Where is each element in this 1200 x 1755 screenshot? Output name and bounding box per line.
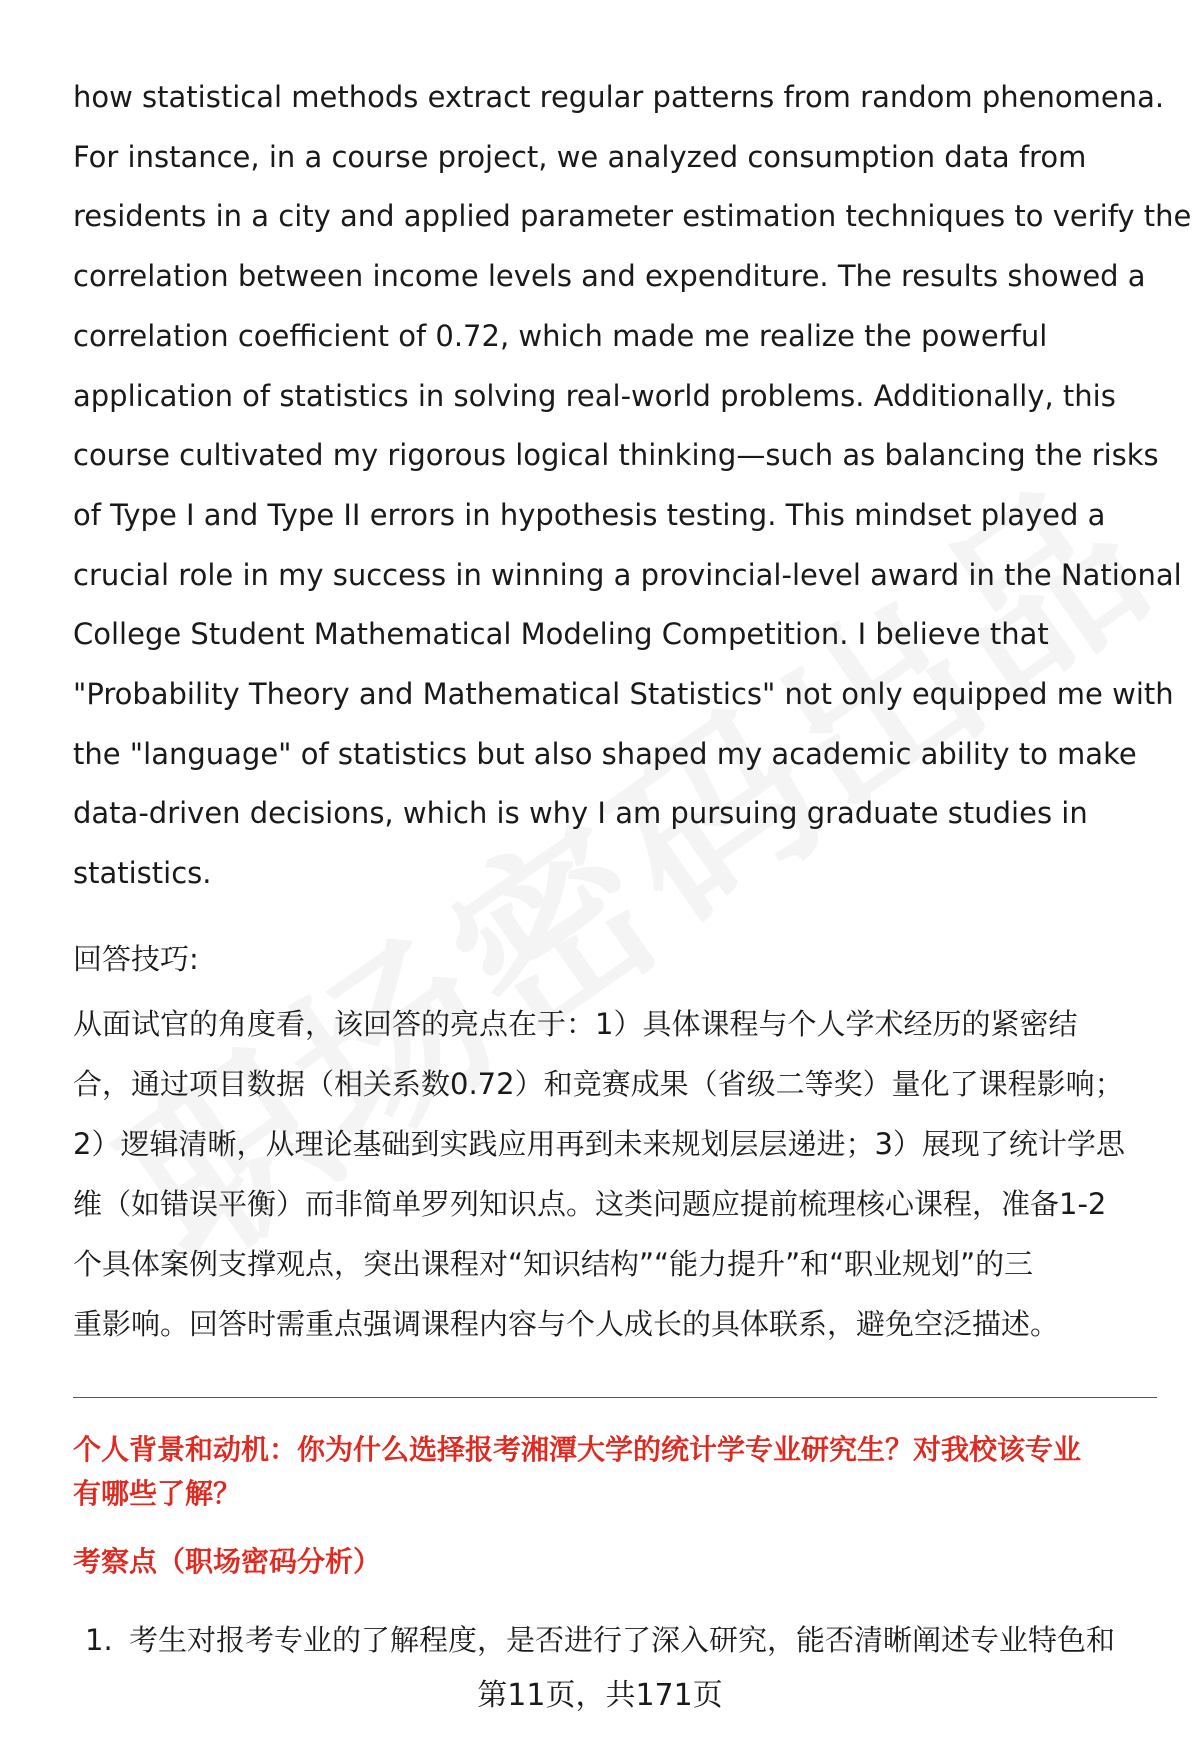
question-line: 个人背景和动机：你为什么选择报考湘潭大学的统计学专业研究生？对我校该专业 (73, 1433, 1082, 1466)
tips-label: 回答技巧: (73, 942, 199, 976)
paragraph-line: statistics. (73, 856, 212, 891)
tips-line: 2）逻辑清晰，从理论基础到实践应用再到未来规划层层递进；3）展现了统计学思 (73, 1127, 1125, 1161)
paragraph-line: "Probability Theory and Mathematical Statistics" not only equipped me with (73, 677, 1174, 712)
question-heading (73, 1428, 1163, 1516)
paragraph-line: of Type I and Type II errors in hypothesis testing. This mindset played a (73, 497, 1106, 532)
tips-line: 从面试官的角度看，该回答的亮点在于：1）具体课程与个人学术经历的紧密结 (73, 1007, 1078, 1041)
answer-paragraph (73, 68, 1192, 904)
paragraph-line: the "language" of statistics but also shaped my academic ability to make (73, 736, 1137, 771)
tips-line: 合，通过项目数据（相关系数0.72）和竞赛成果（省级二等奖）量化了课程影响； (73, 1067, 1124, 1101)
paragraph-line: course cultivated my rigorous logical thinking—such as balancing the risks (73, 438, 1159, 473)
paragraph-line: College Student Mathematical Modeling Competition. I believe that (73, 617, 1049, 652)
page-number: 第11页，共171页 (477, 1678, 723, 1713)
paragraph-line: how statistical methods extract regular patterns from random phenomena. (73, 80, 1165, 114)
paragraph-line: application of statistics in solving real-world problems. Additionally, this (73, 378, 1116, 413)
paragraph-line: data-driven decisions, which is why I am pursuing graduate studies in (73, 796, 1088, 831)
tips-line: 个具体案例支撑观点，突出课程对“知识结构”“能力提升”和“职业规划”的三 (73, 1247, 1034, 1281)
tips-paragraph (73, 994, 1163, 1354)
paragraph-line: For instance, in a course project, we analyzed consumption data from (73, 139, 1087, 174)
list-item (85, 1616, 1165, 1664)
section-heading: 考察点（职场密码分析） (73, 1545, 382, 1578)
list-item-text: 考生对报考专业的了解程度，是否进行了深入研究，能否清晰阐述专业特色和 (129, 1623, 1116, 1657)
paragraph-line: residents in a city and applied parameter estimation techniques to verify the (73, 199, 1192, 234)
tips-line: 维（如错误平衡）而非简单罗列知识点。这类问题应提前梳理核心课程，准备1-2 (73, 1187, 1107, 1221)
paragraph-line: correlation coefficient of 0.72, which made me realize the powerful (73, 318, 1048, 353)
paragraph-line: crucial role in my success in winning a provincial-level award in the National (73, 557, 1182, 592)
paragraph-line: correlation between income levels and expenditure. The results showed a (73, 259, 1146, 294)
section-divider (73, 1397, 1157, 1398)
tips-line: 重影响。回答时需重点强调课程内容与个人成长的具体联系，避免空泛描述。 (73, 1307, 1060, 1341)
list-number: 1. (85, 1623, 113, 1657)
question-line: 有哪些了解？ (73, 1477, 242, 1510)
